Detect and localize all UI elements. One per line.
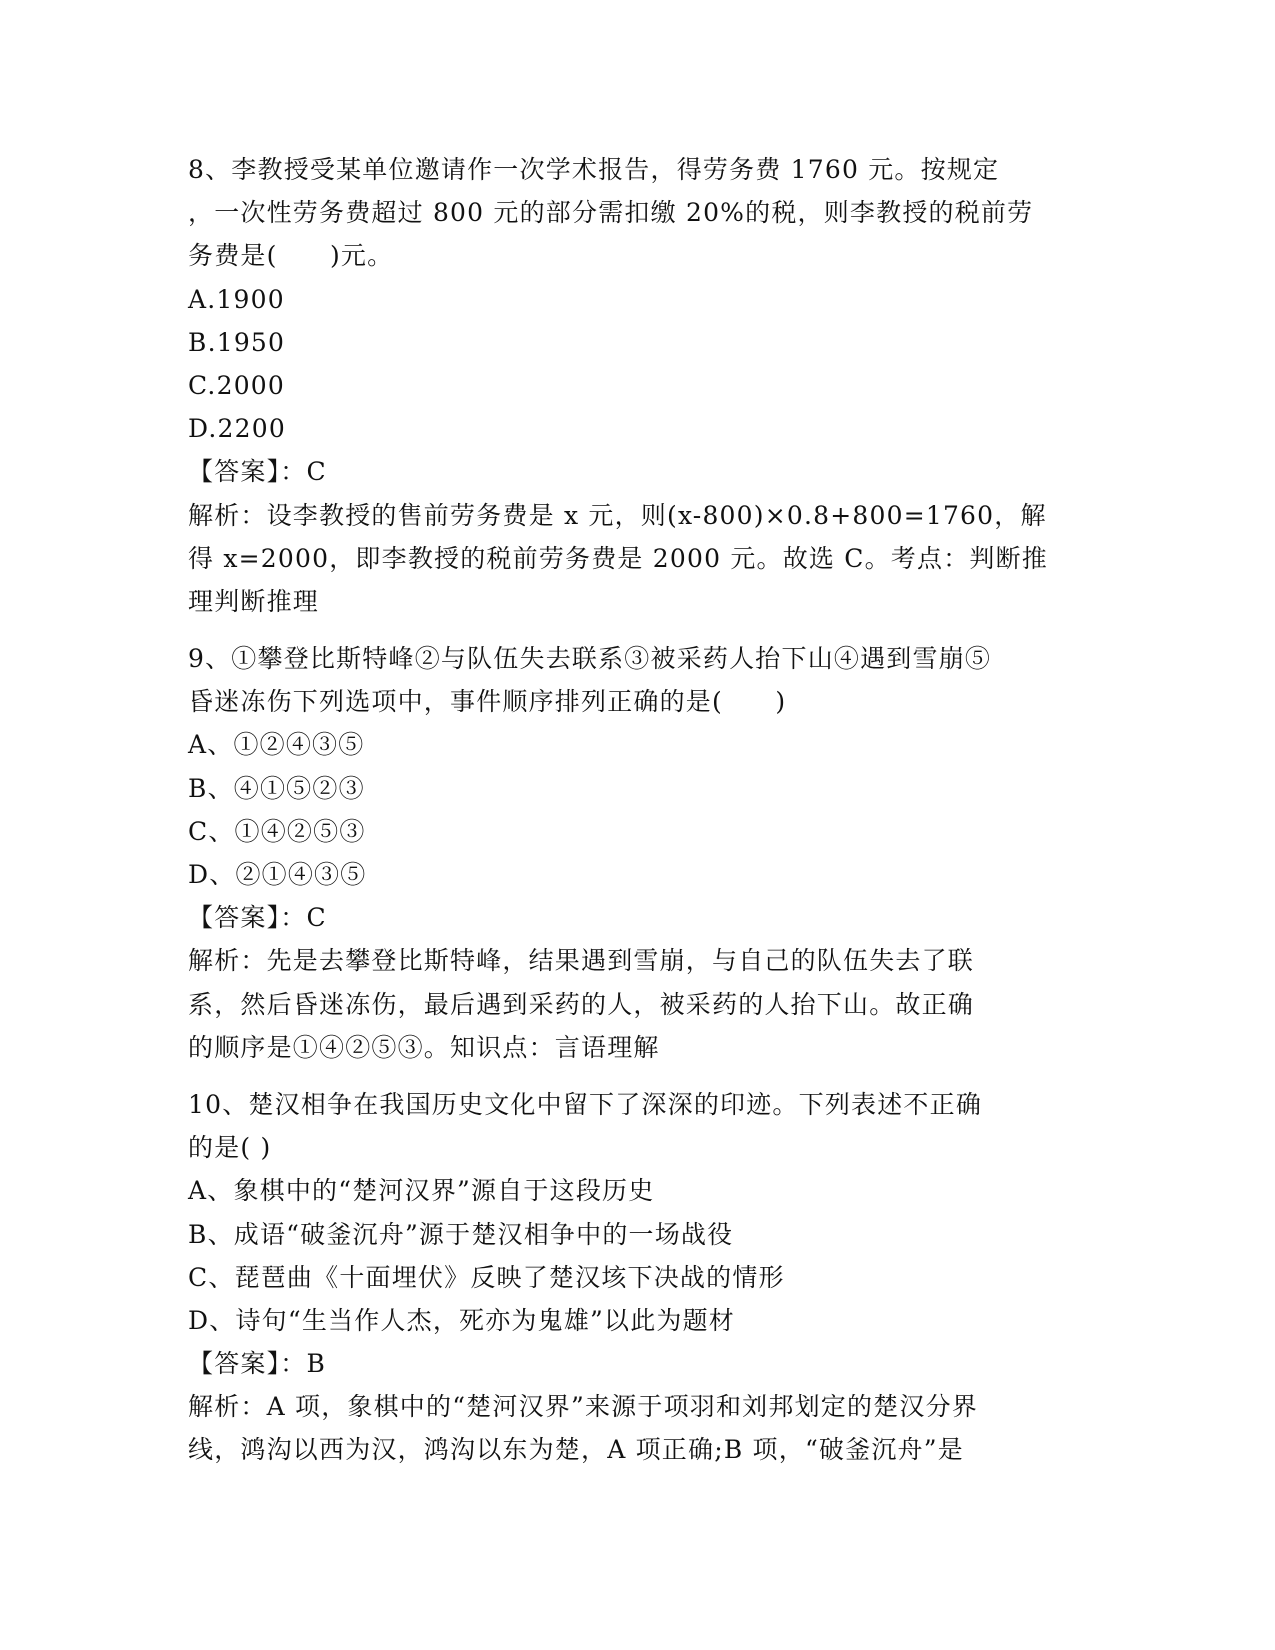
analysis-line: 解析：A 项，象棋中的“楚河汉界”来源于项羽和刘邦划定的楚汉分界 (188, 1392, 978, 1422)
option-b: B、成语“破釜沉舟”源于楚汉相争中的一场战役 (188, 1219, 734, 1249)
analysis-line: 解析：先是去攀登比斯特峰，结果遇到雪崩，与自己的队伍失去了联 (188, 946, 975, 976)
analysis-line: 线，鸿沟以西为汉，鸿沟以东为楚，A 项正确;B 项，“破釜沉舟”是 (188, 1435, 964, 1465)
option-a: A、①②④③⑤ (188, 730, 365, 760)
question-9 (188, 637, 1088, 1069)
document-page (188, 148, 1088, 1472)
question-spacer (188, 1069, 1088, 1083)
option-c: C.2000 (188, 370, 286, 400)
question-stem-line: 8、李教授受某单位邀请作一次学术报告，得劳务费 1760 元。按规定 (188, 155, 1000, 184)
question-10 (188, 1083, 1088, 1472)
option-a: A、象棋中的“楚河汉界”源自于这段历史 (188, 1176, 655, 1206)
analysis-line: 解析：设李教授的售前劳务费是 x 元，则(x-800)×0.8+800=1760，解 (188, 500, 1047, 530)
question-8 (188, 148, 1088, 623)
question-stem-line: 的是( ) (188, 1133, 272, 1163)
option-d: D、②①④③⑤ (188, 860, 367, 889)
question-stem-line: ，一次性劳务费超过 800 元的部分需扣缴 20%的税，则李教授的税前劳 (188, 198, 1034, 228)
question-stem-line: 昏迷冻伤下列选项中，事件顺序排列正确的是( ) (188, 687, 787, 717)
question-stem-line: 务费是( )元。 (188, 241, 394, 271)
option-c: C、琵琶曲《十面埋伏》反映了楚汉垓下决战的情形 (188, 1262, 785, 1292)
analysis-line: 系，然后昏迷冻伤，最后遇到采药的人，被采药的人抬下山。故正确 (188, 989, 975, 1019)
option-d: D.2200 (188, 414, 286, 444)
answer-line: 【答案】：B (188, 1349, 327, 1379)
option-b: B.1950 (188, 327, 286, 357)
option-a: A.1900 (188, 284, 285, 314)
analysis-line: 的顺序是①④②⑤③。知识点：言语理解 (188, 1032, 660, 1062)
question-spacer (188, 623, 1088, 637)
analysis-line: 理判断推理 (188, 586, 320, 616)
option-b: B、④①⑤②③ (188, 773, 365, 803)
option-d: D、诗句“生当作人杰，死亦为鬼雄”以此为题材 (188, 1305, 736, 1335)
option-c: C、①④②⑤③ (188, 816, 366, 846)
answer-line: 【答案】：C (188, 903, 327, 933)
question-stem-line: 10、楚汉相争在我国历史文化中留下了深深的印迹。下列表述不正确 (188, 1089, 983, 1119)
analysis-line: 得 x=2000，即李教授的税前劳务费是 2000 元。故选 C。考点：判断推 (188, 543, 1049, 573)
answer-line: 【答案】：C (188, 457, 327, 487)
question-stem-line: 9、①攀登比斯特峰②与队伍失去联系③被采药人抬下山④遇到雪崩⑤ (188, 644, 992, 674)
